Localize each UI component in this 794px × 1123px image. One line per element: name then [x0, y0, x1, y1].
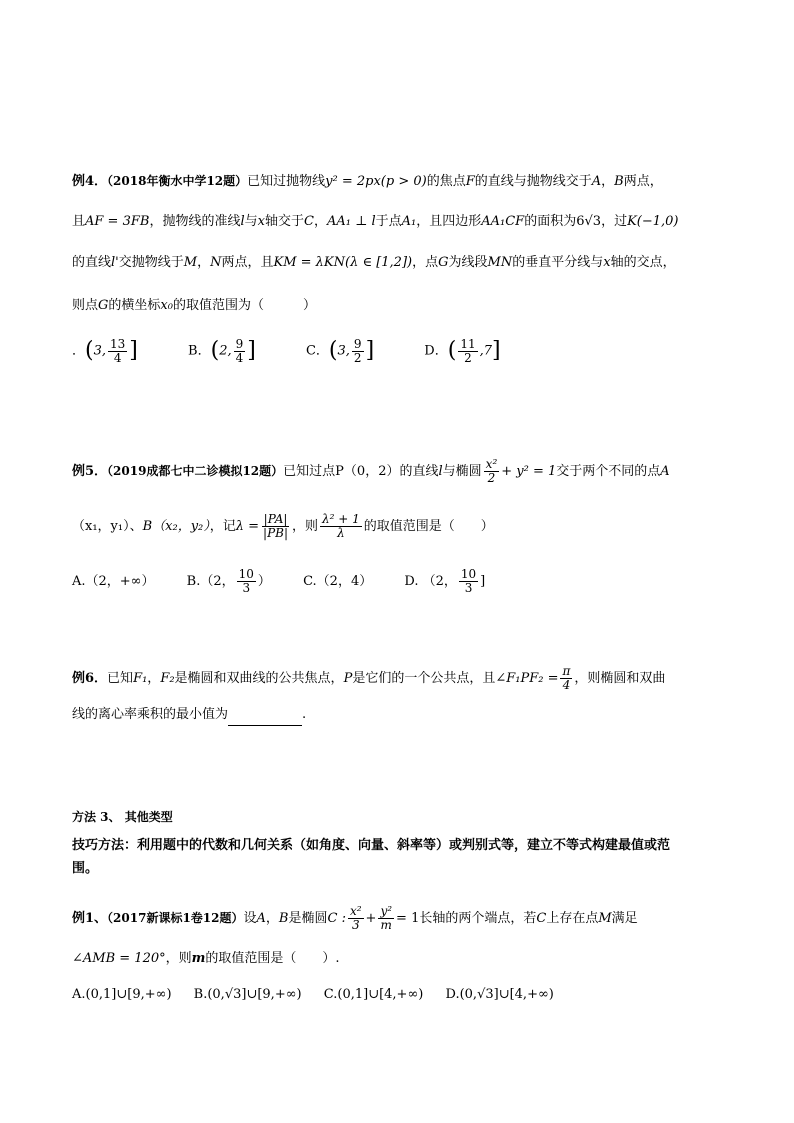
- axis-x: x: [257, 214, 265, 229]
- text: 满足: [611, 911, 638, 926]
- option-left: 3,: [93, 343, 107, 359]
- point-A-coords: （x₁，y₁）、: [72, 519, 143, 534]
- answer-blank[interactable]: [228, 711, 302, 726]
- ex4-line-4: [72, 295, 734, 317]
- ex1-line-2: [72, 948, 734, 970]
- ex4-option-d[interactable]: D．( $\frac{11}{2}$ ,7]: [424, 336, 501, 365]
- text: 上存在点: [546, 911, 599, 926]
- ex6-line-2: [72, 704, 734, 726]
- ex5-line-2: [72, 510, 734, 544]
- ex6-label: 例6．: [72, 671, 108, 686]
- denominator: 2: [464, 350, 472, 365]
- fraction: [378, 905, 394, 932]
- ex1-option-a[interactable]: [72, 984, 172, 1006]
- fraction: [320, 513, 362, 540]
- lambda-def: λ =: [235, 519, 260, 534]
- text: ，过: [601, 214, 628, 229]
- point-A: A: [660, 464, 670, 479]
- denominator: 3: [464, 581, 473, 595]
- numerator: 9: [353, 336, 362, 351]
- text: ，: [197, 255, 211, 270]
- text: 的直线: [72, 255, 112, 270]
- line-l: l: [438, 464, 443, 479]
- point-A: A: [256, 911, 266, 926]
- text: .: [302, 707, 307, 722]
- fraction: [459, 568, 478, 595]
- vector-equation: KM = λKN: [273, 255, 345, 270]
- point-A1: A₁: [401, 214, 417, 229]
- text: ，则: [292, 519, 319, 534]
- numerator: π: [562, 664, 571, 678]
- fraction: [237, 568, 256, 595]
- option-value: (0,√3]∪[9,+∞): [207, 987, 302, 1002]
- text: B.（2，: [186, 574, 235, 589]
- text: 是椭圆和双曲线的公共焦点，: [174, 671, 344, 686]
- ex4-line-2: [72, 211, 734, 233]
- option-right: ,7: [479, 343, 493, 359]
- angle: ∠F₁PF₂ =: [495, 671, 559, 686]
- ex4-line-1: [72, 170, 734, 193]
- text: 设: [243, 911, 257, 926]
- text: ，: [313, 214, 327, 229]
- ex5-option-b[interactable]: [187, 567, 271, 597]
- text: 的取值范围为（ ）: [172, 298, 316, 313]
- ex4-option-b[interactable]: B．(2, $\frac{9}{4}$ ]: [188, 336, 256, 365]
- fraction: [108, 338, 127, 365]
- point-C: C: [304, 214, 314, 229]
- option-label: D．: [424, 343, 448, 359]
- text: 的直线与抛物线交于: [474, 174, 592, 189]
- text: 长轴的两个端点，若: [419, 911, 537, 926]
- fraction: [484, 458, 500, 485]
- text: 已知过抛物线: [247, 174, 326, 189]
- option-value: (0,√3]∪[4,+∞): [459, 987, 554, 1002]
- equals-one: = 1: [396, 911, 420, 926]
- ex1-line-1: [72, 902, 734, 935]
- text: ，且四边形: [416, 214, 482, 229]
- option-left: 2,: [219, 343, 232, 359]
- quadrilateral: AA₁CF: [481, 214, 525, 229]
- text: ，: [147, 671, 161, 686]
- text: ，则: [165, 951, 192, 966]
- option-label: D.: [445, 987, 460, 1002]
- text: 的焦点: [426, 174, 466, 189]
- area-value: 6√3: [576, 214, 602, 229]
- point-A: A: [591, 174, 602, 189]
- focus-F1: F₁: [133, 671, 148, 686]
- option-label: ．: [72, 343, 86, 359]
- text: 两点，: [623, 174, 663, 189]
- point-B: B: [278, 911, 289, 926]
- text: 两点，且: [221, 255, 274, 270]
- denominator: 2: [487, 471, 496, 485]
- text: 交抛物线于: [118, 255, 184, 270]
- ex4-source: （2018年衡水中学12题）: [107, 174, 248, 188]
- text: 与: [244, 214, 258, 229]
- option-label: C．: [305, 343, 329, 359]
- ex4-label: 例4．: [72, 174, 108, 189]
- ex5-option-d[interactable]: [404, 567, 485, 597]
- text: ，点: [412, 255, 439, 270]
- vector-equation: AF = 3FB: [85, 214, 150, 229]
- fraction: [458, 338, 477, 365]
- angle: ∠AMB = 120°: [72, 951, 166, 966]
- axis-x: x: [603, 255, 611, 270]
- text: 是它们的一个公共点，且: [352, 671, 496, 686]
- method3-tip-line-1: 技巧方法：利用题中的代数和几何关系（如角度、向量、斜率等）或判别式等，建立不等式构建最值或范: [72, 838, 671, 853]
- numerator: 13: [110, 336, 126, 351]
- ex5-option-c[interactable]: C.（2，4）: [303, 574, 373, 589]
- text: 的垂直平分线与: [512, 255, 604, 270]
- denominator: 4: [562, 678, 571, 692]
- text: 轴交于: [264, 214, 304, 229]
- ellipse-rest: + y² = 1: [501, 464, 557, 479]
- text: 的直线: [399, 464, 439, 479]
- ex5-options: [72, 567, 734, 597]
- method3-tip-line-2: 围。: [72, 861, 99, 876]
- denominator: 4: [113, 350, 122, 365]
- numerator: y²: [380, 904, 393, 918]
- text: 的取值范围是（ ）: [363, 519, 494, 534]
- numerator: |PA|: [263, 512, 288, 526]
- denominator: 2: [353, 350, 362, 365]
- text: 是椭圆: [288, 911, 328, 926]
- point-G: G: [98, 298, 109, 313]
- ellipse-C: C: [536, 911, 547, 926]
- point-M: M: [598, 911, 612, 926]
- text: 于点: [375, 214, 402, 229]
- numerator: 10: [460, 567, 477, 581]
- ex5-option-a[interactable]: A.（2，+∞）: [72, 574, 155, 589]
- ex4-option-a[interactable]: ．(3, $\frac{13}{4}$ ]: [72, 336, 138, 365]
- text: ，抛物线的准线: [149, 214, 241, 229]
- point-P: P（0，2）: [335, 464, 400, 479]
- option-label: A.: [72, 987, 86, 1002]
- point-N: N: [210, 255, 222, 270]
- option-value: (0,1]∪[4,+∞): [337, 987, 424, 1002]
- denominator: |PB|: [263, 526, 289, 540]
- text: 的取值范围是（ ）.: [205, 951, 340, 966]
- text: 且: [72, 214, 86, 229]
- point-P: P: [343, 671, 353, 686]
- point-F: F: [465, 174, 475, 189]
- lambda-condition: (λ ∈ [1,2]): [345, 255, 413, 270]
- point-B: B: [614, 174, 624, 189]
- numerator: x²: [485, 457, 498, 471]
- option-label: C.: [323, 987, 338, 1002]
- text: 交于两个不同的点: [556, 464, 661, 479]
- text: ）: [257, 574, 271, 589]
- point-K: K(−1,0): [627, 214, 679, 229]
- text: 与椭圆: [442, 464, 482, 479]
- denominator: 3: [351, 918, 360, 932]
- focus-F2: F₂: [160, 671, 175, 686]
- ex1-label: 例1、: [72, 911, 108, 926]
- option-left: 3,: [337, 343, 350, 359]
- text: 线的离心率乘积的最小值为: [72, 707, 229, 722]
- numerator: 10: [238, 567, 254, 581]
- variable-m: m: [191, 951, 206, 966]
- line-l-prime: l': [111, 255, 119, 270]
- ex1-source: （2017新课标1卷12题）: [107, 911, 244, 925]
- text: ，: [265, 911, 279, 926]
- ex4-option-c[interactable]: C．(3, $\frac{9}{2}$ ]: [305, 336, 375, 365]
- text: ，记: [209, 519, 236, 534]
- text: ，则椭圆和双曲: [574, 671, 666, 686]
- denominator: λ: [337, 526, 345, 540]
- text: D. （2，: [404, 574, 457, 589]
- numerator: x²: [349, 904, 362, 918]
- text: 已知过点: [283, 464, 336, 479]
- denominator: 4: [235, 350, 244, 365]
- parabola-equation: y² = 2px(p > 0): [325, 174, 427, 189]
- line-l: l: [240, 214, 245, 229]
- ex5-label: 例5．: [72, 464, 108, 479]
- segment-MN: MN: [487, 255, 513, 270]
- text: ，: [601, 174, 615, 189]
- ex6-line-1: [72, 663, 734, 695]
- method3-title: 方法 3、 其他类型: [72, 810, 173, 824]
- text: 已知: [107, 671, 134, 686]
- fraction: [348, 905, 364, 932]
- denominator: m: [380, 918, 392, 932]
- point-B: B（x₂，y₂）: [142, 519, 210, 534]
- ellipse-C: C :: [327, 911, 346, 926]
- point-M: M: [183, 255, 198, 270]
- plus: +: [365, 911, 377, 926]
- numerator: 9: [235, 336, 244, 351]
- fraction: [234, 338, 246, 365]
- perpendicular: AA₁ ⊥ l: [326, 214, 376, 229]
- point-G: G: [438, 255, 449, 270]
- ex1-option-b[interactable]: [194, 984, 302, 1006]
- option-label: B.: [193, 987, 208, 1002]
- x0: x₀: [160, 298, 173, 313]
- option-value: (0,1]∪[9,+∞): [85, 987, 172, 1002]
- ex5-source: （2019成都七中二诊模拟12题）: [107, 464, 284, 478]
- fraction: [560, 665, 572, 692]
- ex4-options: [72, 336, 734, 367]
- text: 的面积为: [524, 214, 577, 229]
- text: 轴的交点，: [610, 255, 676, 270]
- numerator: 11: [460, 336, 476, 351]
- ex1-options: [72, 984, 734, 1006]
- fraction: [261, 513, 290, 540]
- text: 的横坐标: [108, 298, 161, 313]
- denominator: 3: [242, 581, 251, 595]
- ex4-line-3: [72, 252, 734, 274]
- text: ]: [480, 574, 486, 589]
- ex1-option-d[interactable]: [446, 984, 554, 1006]
- text: 则点: [72, 298, 99, 313]
- numerator: λ² + 1: [322, 512, 360, 526]
- text: 为线段: [448, 255, 488, 270]
- option-label: B．: [188, 343, 211, 359]
- ex1-option-c[interactable]: [324, 984, 424, 1006]
- fraction: [352, 338, 364, 365]
- ex5-line-1: [72, 456, 734, 487]
